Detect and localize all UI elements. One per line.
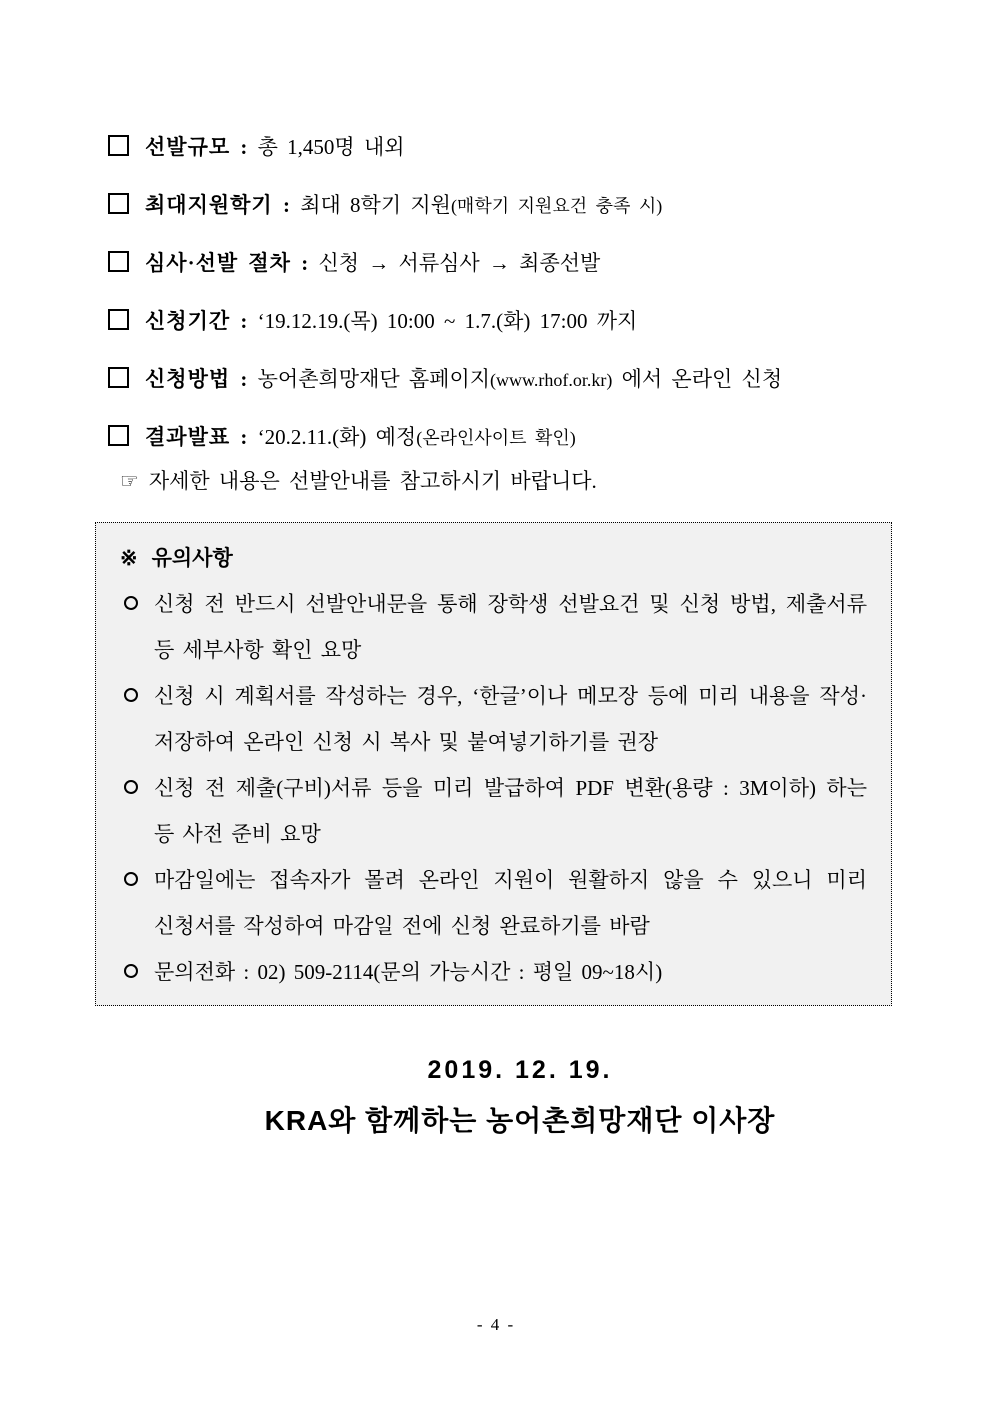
notice-item [114, 581, 867, 673]
reference-note-text: 자세한 내용은 선발안내를 참고하시기 바랍니다. [148, 469, 597, 493]
bullet-max-semesters [108, 193, 932, 218]
checkbox-bullet-icon [108, 309, 129, 330]
bullet-label: 심사·선발 절차 : [145, 251, 310, 275]
page-number: - 4 - [476, 1315, 516, 1334]
bullet-text: 농어촌희망재단 홈페이지 [257, 367, 491, 391]
bullet-text-small: (매학기 지원요건 충족 시) [450, 196, 663, 216]
bullet-text: 신청 → 서류심사 → 최종선발 [318, 251, 601, 275]
checkbox-bullet-icon [108, 135, 129, 156]
bullet-label: 최대지원학기 : [145, 193, 291, 217]
notice-item [114, 949, 867, 995]
bullet-label: 선발규모 : [145, 135, 249, 159]
notice-item [114, 765, 867, 857]
checkbox-bullet-icon [108, 425, 129, 446]
notice-title [120, 535, 867, 581]
bullet-review-process [108, 251, 932, 276]
bullet-text-small: (www.rhof.or.kr) [490, 370, 613, 390]
notice-item-text: 문의전화 : 02) 509-2114(문의 가능시간 : 평일 09~18시) [154, 960, 663, 984]
notice-item-text: 마감일에는 접속자가 몰려 온라인 지원이 원활하지 않을 수 있으니 미리 신청서를 작성하여 마감일 전에 신청 완료하기를 바람 [154, 868, 867, 938]
circle-bullet-icon [124, 964, 138, 978]
bullet-label: 신청방법 : [145, 367, 249, 391]
bullet-label: 신청기간 : [145, 309, 249, 333]
pointing-hand-icon: ☞ [120, 469, 139, 493]
bullet-text: 에서 온라인 신청 [612, 367, 783, 391]
bullet-selection-size [108, 135, 932, 160]
notice-item-text: 신청 전 제출(구비)서류 등을 미리 발급하여 PDF 변환(용량 : 3M이하) 하는 등 사전 준비 요망 [154, 776, 867, 846]
bullet-text: 최대 8학기 지원 [300, 193, 451, 217]
circle-bullet-icon [124, 872, 138, 886]
reference-mark-icon: ※ [120, 546, 138, 570]
checkbox-bullet-icon [108, 251, 129, 272]
document-date: 2019. 12. 19. [427, 1056, 613, 1084]
checkbox-bullet-icon [108, 367, 129, 388]
bullet-label: 결과발표 : [145, 425, 249, 449]
notice-item-text: 신청 시 계획서를 작성하는 경우, ‘한글’이나 메모장 등에 미리 내용을 작성·저장하여 온라인 신청 시 복사 및 붙여넣기하기를 권장 [154, 684, 867, 754]
bullet-text: 총 1,450명 내외 [257, 135, 405, 159]
notice-item [114, 857, 867, 949]
bullet-text: ‘19.12.19.(목) 10:00 ~ 1.7.(화) 17:00 까지 [257, 309, 638, 333]
notice-title-text: 유의사항 [151, 546, 233, 570]
circle-bullet-icon [124, 688, 138, 702]
circle-bullet-icon [124, 780, 138, 794]
notice-item-text: 신청 전 반드시 선발안내문을 통해 장학생 선발요건 및 신청 방법, 제출서류 등 세부사항 확인 요망 [154, 592, 867, 662]
bullet-application-method [108, 367, 932, 392]
bullet-text: ‘20.2.11.(화) 예정 [257, 425, 417, 449]
circle-bullet-icon [124, 596, 138, 610]
signature-line: KRA와 함께하는 농어촌희망재단 이사장 [264, 1105, 776, 1136]
reference-note [120, 468, 932, 494]
notice-box [95, 522, 892, 1006]
notice-item [114, 673, 867, 765]
bullet-result-announcement [108, 425, 932, 450]
bullet-text-small: (온라인사이트 확인) [416, 428, 576, 448]
bullet-application-period [108, 309, 932, 334]
checkbox-bullet-icon [108, 193, 129, 214]
